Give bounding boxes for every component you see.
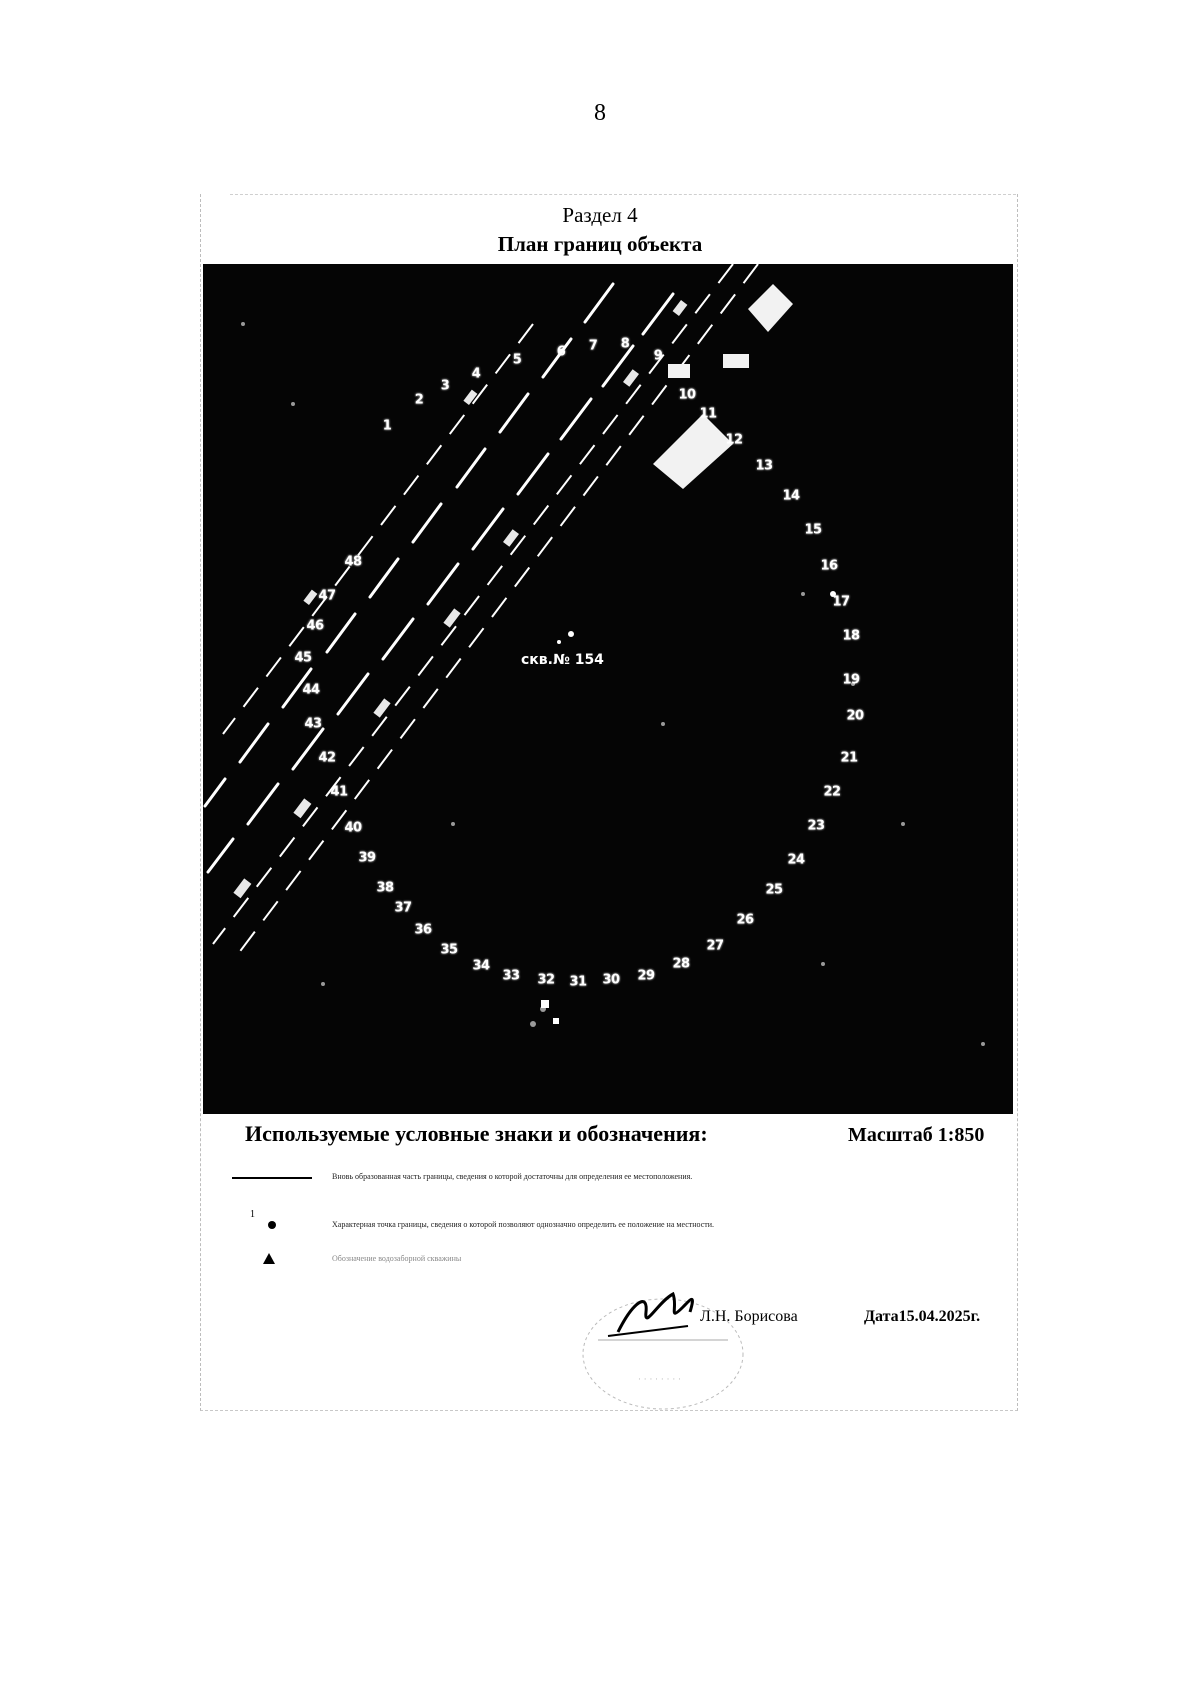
- boundary-point-label: 37: [394, 900, 412, 916]
- boundary-point-label: 41: [330, 784, 348, 800]
- well-triangle-icon: [263, 1253, 275, 1264]
- boundary-point-label: 4: [471, 366, 481, 382]
- boundary-point-label: 27: [706, 938, 724, 954]
- boundary-point-label: 5: [512, 352, 522, 368]
- boundary-point-label: 34: [472, 958, 490, 974]
- signer-name: Л.Н. Борисова: [700, 1308, 798, 1325]
- boundary-point-label: 29: [637, 968, 655, 984]
- boundary-point-label: 12: [725, 432, 743, 448]
- boundary-point-label: 15: [804, 522, 822, 538]
- boundary-point-label: 33: [502, 968, 520, 984]
- boundary-point-label: 13: [755, 458, 773, 474]
- boundary-point-label: 17: [832, 594, 850, 610]
- boundary-point-label: 1: [382, 418, 392, 434]
- boundary-point-label: 26: [736, 912, 754, 928]
- boundary-point-label: 46: [306, 618, 324, 634]
- boundary-point-label: 11: [699, 406, 717, 422]
- boundary-point-label: 20: [846, 708, 864, 724]
- map-scale: Масштаб 1:850: [848, 1124, 985, 1146]
- boundary-point-label: 30: [602, 972, 620, 988]
- boundary-point-label: 10: [678, 387, 696, 403]
- boundary-point-label: 22: [823, 784, 841, 800]
- legend-item-well: Обозначение водозаборной скважины: [332, 1254, 462, 1263]
- boundary-point-label: 6: [556, 344, 566, 360]
- boundary-point-label: 48: [344, 554, 362, 570]
- signature-and-stamp: [578, 1282, 788, 1412]
- boundary-point-label: 18: [842, 628, 860, 644]
- signature-date: Дата15.04.2025г.: [864, 1308, 981, 1325]
- legend-item-point: Характерная точка границы, сведения о которой позволяют однозначно определить ее положение на местности.: [332, 1220, 715, 1229]
- boundary-point-label: 31: [569, 974, 587, 990]
- boundary-point-label: 32: [537, 972, 555, 988]
- boundary-point-label: 19: [842, 672, 860, 688]
- boundary-point-label: 7: [588, 338, 598, 354]
- boundary-point-label: 42: [318, 750, 336, 766]
- boundary-point-label: 28: [672, 956, 690, 972]
- boundary-point-label: 16: [820, 558, 838, 574]
- boundary-point-label: 21: [840, 750, 858, 766]
- boundary-point-label: 24: [787, 852, 805, 868]
- boundary-point-label: 3: [440, 378, 450, 394]
- boundary-point-label: 44: [302, 682, 320, 698]
- boundary-point-label: 45: [294, 650, 312, 666]
- plan-title: План границ объекта: [497, 232, 703, 256]
- aerial-map: [203, 264, 1013, 1114]
- section-title: Раздел 4: [562, 203, 638, 227]
- boundary-point-label: 43: [304, 716, 322, 732]
- boundary-point-label: 8: [620, 336, 630, 352]
- svg-text:· · · · · · · ·: · · · · · · · ·: [638, 1375, 681, 1385]
- legend-title: Используемые условные знаки и обозначения:: [245, 1121, 708, 1146]
- boundary-point-label: 47: [318, 588, 336, 604]
- page-number: 8: [594, 100, 606, 126]
- boundary-point-label: 25: [765, 882, 783, 898]
- point-dot-icon: [268, 1221, 276, 1229]
- boundary-point-label: 36: [414, 922, 432, 938]
- boundary-point-label: 39: [358, 850, 376, 866]
- well-label: скв.№ 154: [521, 652, 604, 668]
- legend-item-boundary-line: Вновь образованная часть границы, сведения о которой достаточны для определения ее местоположения.: [332, 1172, 693, 1181]
- boundary-point-label: 35: [440, 942, 458, 958]
- boundary-point-label: 23: [807, 818, 825, 834]
- boundary-point-label: 2: [414, 392, 424, 408]
- boundary-point-label: 9: [653, 348, 663, 364]
- boundary-point-label: 40: [344, 820, 362, 836]
- boundary-point-label: 38: [376, 880, 394, 896]
- boundary-line-icon: [232, 1177, 312, 1179]
- boundary-point-label: 14: [782, 488, 800, 504]
- legend-point-number: 1: [250, 1209, 255, 1220]
